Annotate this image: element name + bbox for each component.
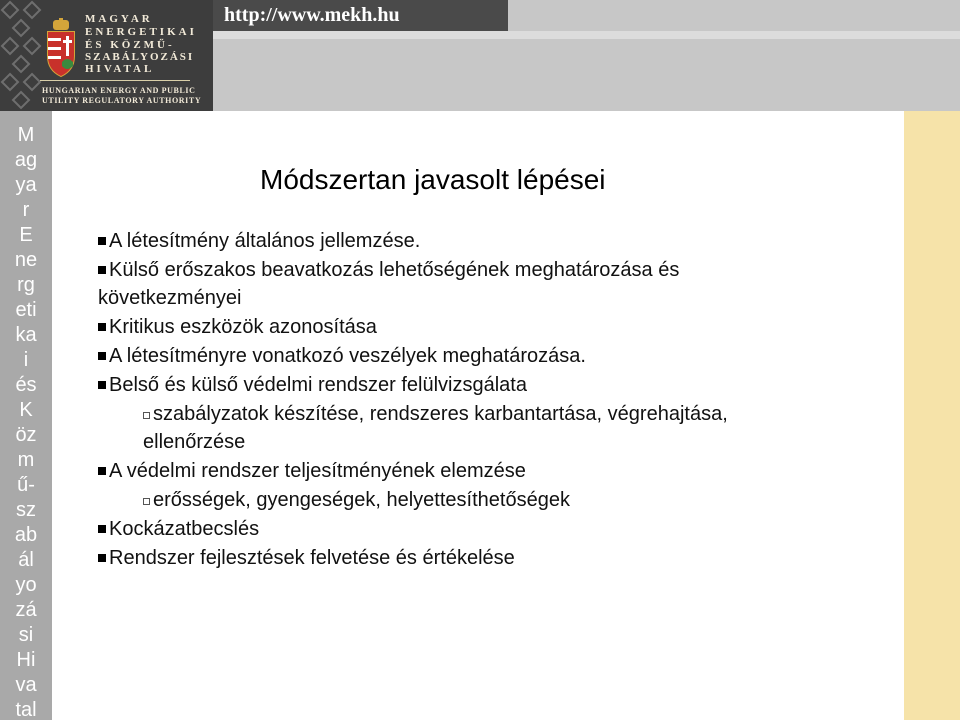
square-bullet-icon	[98, 237, 106, 245]
logo-english-line: UTILITY REGULATORY AUTHORITY	[42, 96, 202, 105]
sub-bullet-text: szabályzatok készítése, rendszeres karbantartása, végrehajtása,	[153, 403, 728, 425]
square-bullet-icon	[98, 525, 106, 533]
vertical-text-piece: tal	[15, 699, 37, 720]
authority-logo	[0, 0, 213, 111]
website-url[interactable]: http://www.mekh.hu	[224, 4, 400, 26]
bullet-text: Külső erőszakos beavatkozás lehetőségének meghatározása és	[109, 259, 680, 281]
bullet-text: A védelmi rendszer teljesítményének elemzése	[109, 460, 526, 482]
bullet-text: Kockázatbecslés	[109, 518, 260, 540]
vertical-text-piece: yo	[15, 574, 37, 596]
vertical-text-piece: M	[17, 124, 35, 146]
bullet-text: Rendszer fejlesztések felvetése és értékelése	[109, 547, 515, 569]
logo-text-line: SZABÁLYOZÁSI	[85, 51, 195, 63]
vertical-text-piece: eti	[15, 299, 37, 321]
logo-text-line: ÉS KÖZMŰ-	[85, 39, 175, 51]
vertical-text-piece: öz	[15, 424, 37, 446]
hungarian-coat-of-arms-icon	[44, 18, 78, 80]
vertical-text-piece: ya	[15, 174, 37, 196]
vertical-text-piece: zá	[15, 599, 37, 621]
bullet-item	[98, 259, 679, 282]
logo-text-line: HIVATAL	[85, 63, 155, 75]
slide-title: Módszertan javasolt lépései	[260, 164, 606, 195]
header-divider	[213, 31, 960, 39]
sub-bullet-continuation: ellenőrzése	[143, 431, 246, 453]
vertical-text-piece: Hi	[16, 649, 36, 671]
vertical-text-piece: ka	[15, 324, 37, 346]
bullet-text: Kritikus eszközök azonosítása	[109, 316, 377, 338]
sub-bullet-item	[143, 403, 728, 426]
bullet-text: A létesítményre vonatkozó veszélyek meghatározása.	[109, 345, 586, 367]
bullet-item	[98, 547, 515, 570]
square-bullet-icon	[98, 554, 106, 562]
square-bullet-icon	[98, 266, 106, 274]
vertical-text-piece: rg	[17, 274, 35, 296]
vertical-text-piece: ag	[14, 149, 38, 171]
bullet-continuation: következményei	[98, 287, 242, 309]
vertical-text-piece: K	[19, 399, 33, 421]
vertical-text-piece: sz	[16, 499, 36, 521]
hollow-square-bullet-icon	[143, 498, 150, 505]
bullet-text: Belső és külső védelmi rendszer felülvizsgálata	[109, 374, 527, 396]
bullet-item	[98, 518, 259, 541]
square-bullet-icon	[98, 323, 106, 331]
vertical-text-piece: E	[19, 224, 33, 246]
vertical-authority-name	[0, 111, 52, 720]
logo-text-line: MAGYAR	[85, 13, 153, 25]
bullet-item	[98, 374, 527, 397]
sub-bullet-item	[143, 489, 570, 512]
vertical-text-piece: ű-	[17, 474, 35, 496]
bullet-item	[98, 316, 377, 339]
square-bullet-icon	[98, 352, 106, 360]
vertical-text-piece: r	[22, 199, 30, 221]
square-bullet-icon	[98, 467, 106, 475]
vertical-text-piece: ál	[18, 549, 34, 571]
vertical-text-piece: si	[18, 624, 34, 646]
vertical-text-piece: i	[23, 349, 29, 371]
bullet-text: A létesítmény általános jellemzése.	[109, 230, 421, 252]
vertical-text-piece: va	[15, 674, 37, 696]
bullet-item	[98, 230, 420, 253]
bullet-item	[98, 345, 586, 368]
hollow-square-bullet-icon	[143, 412, 150, 419]
logo-english-line: HUNGARIAN ENERGY AND PUBLIC	[42, 86, 196, 95]
vertical-text-piece: m	[17, 449, 35, 471]
vertical-text-piece: és	[15, 374, 37, 396]
square-bullet-icon	[98, 381, 106, 389]
header	[0, 0, 960, 111]
sub-bullet-text: erősségek, gyengeségek, helyettesíthetőségek	[153, 489, 570, 511]
diamond-pattern-icon	[0, 0, 44, 111]
logo-divider	[40, 80, 190, 81]
logo-text-line: ENERGETIKAI	[85, 26, 197, 38]
bullet-item	[98, 460, 526, 483]
vertical-text-piece: ne	[14, 249, 38, 271]
vertical-text-piece: ab	[14, 524, 38, 546]
accent-strip	[904, 111, 960, 720]
